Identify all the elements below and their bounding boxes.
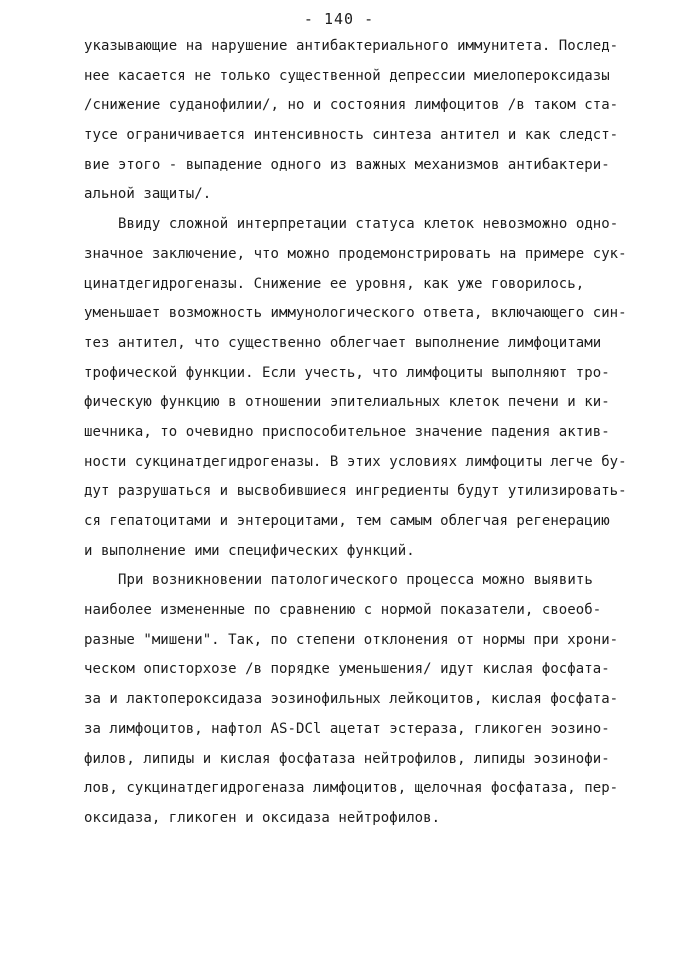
text-line: фическую функцию в отношении эпителиальных клеток печени и ки-	[84, 394, 610, 411]
paragraph-first-line: Ввиду сложной интерпретации статуса клеток невозможно одно-	[118, 216, 619, 233]
text-line: альной защиты/.	[84, 186, 212, 203]
text-line: наиболее измененные по сравнению с нормой показатели, своеоб-	[84, 602, 602, 619]
text-line: вие этого - выпадение одного из важных механизмов антибактери-	[84, 156, 610, 173]
text-line: филов, липиды и кислая фосфатаза нейтрофилов, липиды эозинофи-	[84, 750, 610, 767]
text-line: уменьшает возможность иммунологического ответа, включающего син-	[84, 305, 627, 322]
text-line: разные "мишени". Так, по степени отклонения от нормы при хрони-	[84, 631, 619, 648]
text-line: ся гепатоцитами и энтероцитами, тем самым облегчая регенерацию	[84, 513, 610, 529]
text-line: /снижение суданофилии/, но и состояния лимфоцитов /в таком ста-	[84, 97, 619, 114]
page-number: - 140 -	[303, 10, 375, 28]
body-text	[84, 32, 644, 834]
text-line: дут разрушаться и высвобившиеся ингредиенты будут утилизировать-	[84, 483, 627, 500]
paragraph-first-line: При возникновении патологического процесса можно выявить	[118, 572, 593, 589]
text-line: цинатдегидрогеназы. Снижение ее уровня, как уже говорилось,	[84, 275, 585, 292]
text-line: трофической функции. Если учесть, что лимфоциты выполняют тро-	[84, 364, 610, 381]
text-line: указывающие на нарушение антибактериального иммунитета. Послед-	[84, 38, 619, 54]
text-line: тез антител, что существенно облегчает выполнение лимфоцитами	[84, 334, 602, 351]
text-line: тусе ограничивается интенсивность синтеза антител и как следст-	[84, 127, 619, 144]
text-line: ности сукцинатдегидрогеназы. В этих условиях лимфоциты легче бу-	[84, 453, 627, 470]
text-line: ческом описторхозе /в порядке уменьшения/ идут кислая фосфата-	[84, 661, 610, 678]
text-line: и выполнение ими специфических функций.	[84, 542, 415, 559]
text-line: за лимфоцитов, нафтол AS-DCl ацетат эстераза, гликоген эозино-	[84, 720, 610, 737]
text-line: нее касается не только существенной депрессии миелопероксидазы	[84, 67, 610, 84]
text-line: значное заключение, что можно продемонстрировать на примере сук-	[84, 245, 627, 262]
text-line: лов, сукцинатдегидрогеназа лимфоцитов, щелочная фосфатаза, пер-	[84, 780, 619, 797]
text-line: оксидаза, гликоген и оксидаза нейтрофилов.	[84, 809, 441, 826]
text-line: за и лактопероксидаза эозинофильных лейкоцитов, кислая фосфата-	[84, 691, 619, 708]
text-line: шечника, то очевидно приспособительное значение падения актив-	[84, 423, 610, 440]
